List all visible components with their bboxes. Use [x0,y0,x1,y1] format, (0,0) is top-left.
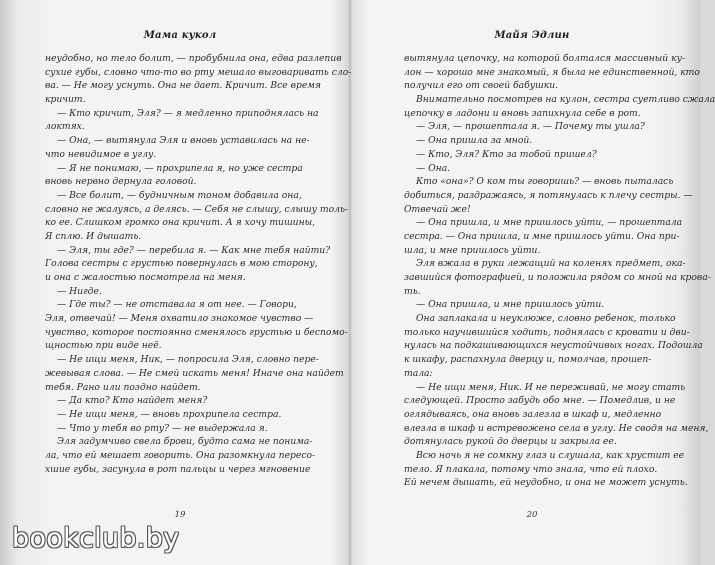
text-line: — Она пришла, и мне пришлось уйти, — прошептала [416,217,683,229]
text-line: тело. Я плакала, потому что знала, что ей плохо. [404,463,658,475]
text-line: локтях. [45,121,85,133]
text-line: — Она пришла, и мне пришлось уйти. [416,299,605,311]
right-page-text [404,52,715,490]
text-line: чувство, которое постоянно сменялось грустью и беспомо- [45,326,348,338]
text-line: цепочку в ладони и вновь запихнула себе в рот. [404,107,641,119]
text-line: Внимательно посмотрев на кулон, сестра суетливо сжала [416,94,715,106]
text-line: нулась на подкашивающихся неустойчивых ногах. Подошла [404,340,703,352]
text-line: ла, что ей мешает говорить. Она разомкнула пересо- [45,449,316,461]
text-line: тала: [404,367,433,379]
text-line: — Эля, ты где? — перебила я. — Как мне тебя найти? [57,244,331,256]
text-line: и она с жалостью посмотрела на меня. [45,272,246,283]
text-line: Она заплакала и неуклюже, словно ребенок, только [416,313,676,325]
text-line: сухие губы, словно что-то во рту мешало выговаривать сло- [45,66,352,78]
left-page [20,0,352,565]
text-line: — Что у тебя во рту? — не выдержала я. [57,422,268,434]
text-line: Эля вжала в руки лежащий на коленях предмет, ока- [416,258,686,270]
text-line: влезла в шкаф и встревожено села в углу. Не сводя на меня, [404,422,709,434]
text-line: — Эля, — прошептала я. — Почему ты ушла? [416,121,645,133]
text-line: тебя. Рано или поздно найдет. [45,381,201,393]
text-line: — Она, — вытянула Эля и вновь уставилась на не- [57,135,310,147]
text-line: — Да кто? Кто найдет меня? [57,395,208,407]
text-line: что невидимое в углу. [45,148,157,160]
right-page [380,0,715,565]
text-line: Кто «она»? О ком ты говоришь? — вновь пыталась [416,176,674,188]
text-line: — Где ты? — не отставала я от нее. — Говори, [57,299,297,311]
site-watermark: bookclub.by [12,523,180,554]
text-line: — Не ищи меня, Ник, — попросила Эля, словно пере- [57,354,319,366]
text-line: вытянула цепочку, на которой болтался массивный ку- [404,53,686,64]
text-line: следующей. Просто забудь обо мне. — Помедлив, и не [404,395,676,407]
text-line: — Все болит, — будничным тоном добавила она, [57,189,302,201]
text-line: щностью при виде неё. [45,340,162,352]
text-line: шла, и мне пришлось уйти. [404,244,541,256]
text-line: только научившийся ходить, поднялась с кровати и дви- [404,326,690,338]
text-line: вновь нервно дернула головой. [45,176,197,188]
text-line: завшийся фотографией, и положила рядом со мной на крова- [404,272,711,283]
text-line: — Не ищи меня, Ник. И не переживай, не могу стать [416,381,686,393]
text-line: хшие губы, засунула в рот пальцы и через мгновение [45,463,311,475]
text-line: дотянулась рукой до дверцы и закрыла ее. [404,436,617,448]
text-line: — Я не понимаю, — прохрипела я, но уже сестра [57,162,303,174]
left-page-text [45,52,352,476]
text-line: Отвечай же! [404,203,471,215]
text-line: Эля задумчиво свела брови, будто сама не понима- [57,436,313,448]
right-page-number: 20 [526,510,538,520]
text-line: Всю ночь я не сомкну глаз и слушала, как хрустит ее [416,449,685,461]
text-line: сестра. — Она пришла, и мне пришлось уйти. Она при- [404,230,680,242]
text-line: жевывая слова. — Не смей искать меня! Иначе она найдет [45,367,344,379]
text-line: — Нигде. [57,285,102,297]
text-line: получил его от своей бабушки. [404,80,559,92]
text-line: — Кто кричит, Эля? — я медленно приподнялась на [57,107,319,119]
text-line: кричит. [45,94,86,106]
text-line: оглядываясь, она вновь залезла в шкаф и, медленно [404,408,662,420]
text-line: лон — хорошо мне знакомый, я была не единственной, кто [404,66,700,78]
text-line: Ей нечем дышать, ей неудобно, и она не может уснуть. [404,477,688,489]
text-line: — Кто, Эля? Кто за тобой пришел? [416,148,597,160]
text-line: — Она пришла за мной. [416,135,533,147]
text-line: Эля, отвечай! — Меня охватило знакомое чувство — [45,313,314,325]
right-running-head: Майя Эдлин [494,30,570,41]
text-line: — Не ищи меня, — вновь прохрипела сестра. [57,408,282,420]
text-line: — Она. [416,162,451,174]
left-running-head: Мама кукол [143,30,217,41]
text-line: Я сплю. И дышать. [45,230,142,242]
text-line: добиться, раздражаясь, я потянулась к плечу сестры. — [404,189,693,201]
text-line: ко ее. Слишком громко она кричит. А я хочу тишины, [45,217,316,229]
text-line: неудобно, но тело болит, — пробубнила она, едва разлепив [45,53,342,64]
left-page-number: 19 [174,510,186,520]
text-line: словно не жалуясь, а делясь. — Себя не слышу, слышу толь- [45,203,349,215]
text-line: ть. [404,285,421,297]
text-line: Голова сестры с грустью повернулась в мою сторону, [45,258,318,270]
text-line: ва. — Не могу уснуть. Она не дает. Кричит. Все время [45,80,321,92]
text-line: к шкафу, распахнула дверцу и, помолчав, прошеп- [404,354,652,366]
